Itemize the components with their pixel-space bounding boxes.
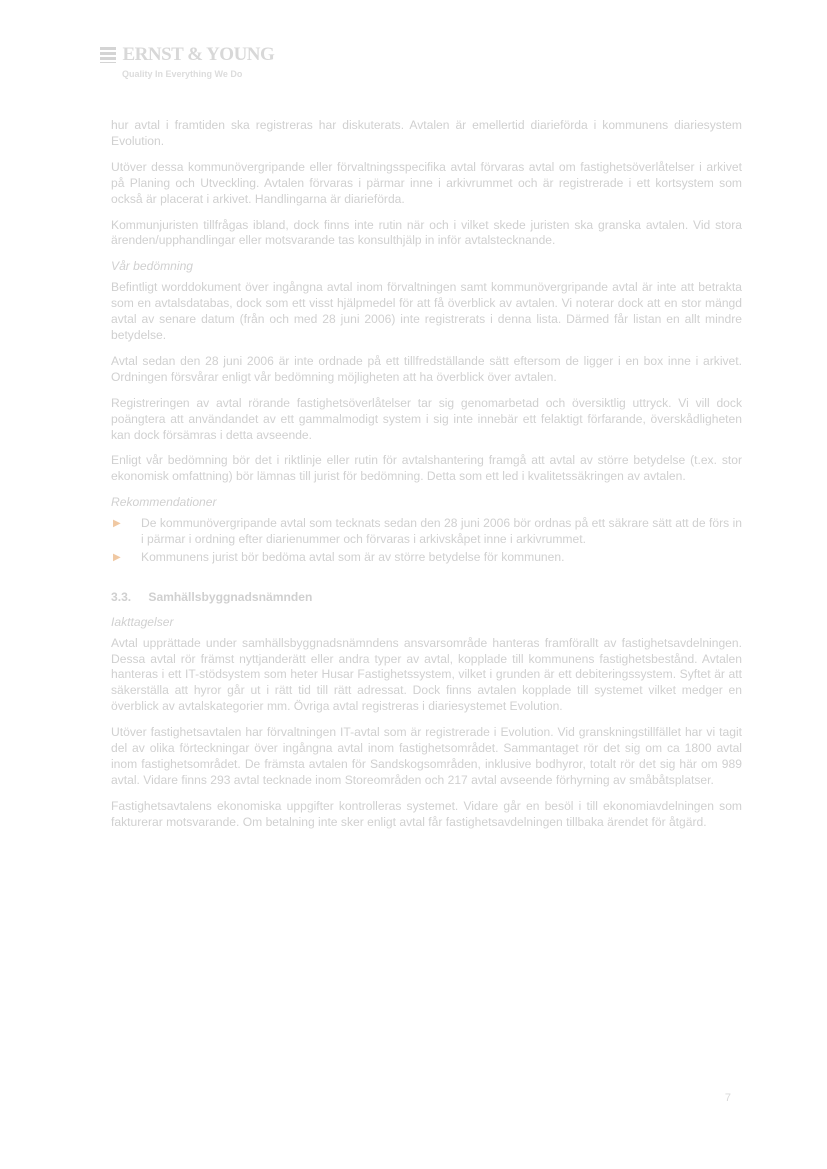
section-number: 3.3.: [111, 589, 132, 604]
triangle-bullet-icon: ▶: [113, 518, 121, 530]
paragraph: Enligt vår bedömning bör det i riktlinje eller rutin för avtalshantering framgå att avtal av större betydelse (t.ex. stor ekonomisk omfattning) bör lämnas till jurist för bedömning. Detta som ett led i kvalitetssäkringen av avtalen.: [111, 453, 742, 484]
paragraph: Utöver dessa kommunövergripande eller förvaltningsspecifika avtal förvaras avtal om fastighetsöverlåtelser i arkivet på Planing och Utveckling. Avtalen förvaras i pärmar inne i arkivrummet och är registrerade i ett kortsystem som också är placerat i arkivet. Handlingarna är diarieförda.: [111, 159, 742, 206]
company-logo: [100, 44, 275, 79]
paragraph: Befintligt worddokument över ingångna avtal inom förvaltningen samt kommunövergripande avtal är inte att betrakta som en avtalsdatabas, dock som ett visst hjälpmedel för att få överblick av avtalen. Vi noterar dock att en stor mängd avtal av senare datum (från och med 28 juni 2006) inte registrerats i denna lista. Därmed får listan en allt mindre betydelse.: [111, 280, 742, 342]
logo-mark-icon: [100, 47, 116, 63]
document-body: [111, 118, 742, 841]
logo-name: ERNST & YOUNG: [122, 44, 275, 65]
assessment-heading: Vår bedömning: [111, 259, 194, 274]
facts-heading: Iakttagelser: [111, 614, 174, 629]
paragraph: Kommunjuristen tillfrågas ibland, dock finns inte rutin när och i vilket skede juristen ska granska avtalen. Vid stora ärenden/upphandlingar eller motsvarande tas konsulthjälp in inför avtalstecknande.: [111, 217, 742, 248]
paragraph: Avtal upprättade under samhällsbyggnadsnämndens ansvarsområde hanteras framförallt av fastighetsavdelningen. Dessa avtal rör främst nyttjanderätt eller andra typer av avtal, kopplade till kommunens fastighetsbestånd. Avtalen hanteras i ett IT-stödsystem som heter Husar Fastighetssystem, vilket i grunden är ett debiteringssystem. Syftet är att säkerställa att hyror går ut i rätt tid till rätt adressat. Dock finns avtalen kopplade till systemet vilket medger en överblick av avtalskategorier mm. Övriga avtal registreras i diariesystemet Evolution.: [111, 635, 742, 714]
paragraph: Utöver fastighetsavtalen har förvaltningen IT-avtal som är registrerade i Evolution. Vid granskningstillfället har vi tagit del av olika förteckningar över ingångna avtal inom fastighetsområdet. Sammantaget rör det sig om ca 1800 avtal inom fastighetsområdet. De främsta avtalen för Sandskogsområden, inklusive bodhyror, totalt rör det sig här om 989 avtal. Vidare finns 293 avtal tecknade inom Storeområden och 217 avtal avseende förhyrning av småbåtsplatser.: [111, 725, 742, 787]
paragraph: Avtal sedan den 28 juni 2006 är inte ordnade på ett tillfredställande sätt eftersom de ligger i en box inne i arkivet. Ordningen försvårar enligt vår bedömning möjligheten att ha överblick över avtalen.: [111, 353, 742, 384]
triangle-bullet-icon: ▶: [113, 551, 121, 563]
list-item-text: Kommunens jurist bör bedöma avtal som är av större betydelse för kommunen.: [141, 549, 565, 564]
list-item-text: De kommunövergripande avtal som tecknats sedan den 28 juni 2006 bör ordnas på ett säkrare sätt att de förs in i pärmar i ordning efter diarienummer och förvaras i arkivskåpet inne i arkivrummet.: [141, 516, 742, 547]
recommendations-heading: Rekommendationer: [111, 495, 217, 510]
list-item: [111, 550, 742, 566]
section-heading: [111, 590, 742, 606]
page-number: 7: [724, 1092, 731, 1104]
section-title: Samhällsbyggnadsnämnden: [148, 589, 313, 604]
logo-tagline: Quality In Everything We Do: [122, 69, 243, 79]
recommendations-list: [111, 516, 742, 566]
paragraph: Fastighetsavtalens ekonomiska uppgifter kontrolleras systemet. Vidare går en besöl i till ekonomiavdelningen som fakturerar motsvarande. Om betalning inte sker enligt avtal får fastighetsavdelningen tillbaka ärendet för åtgärd.: [111, 798, 742, 829]
paragraph: Registreringen av avtal rörande fastighetsöverlåtelser tar sig genomarbetad och översiktlig uttryck. Vi vill dock poängtera att användandet av ett gammalmodigt system i sig inte innebär ett felaktigt förfarande, överskådligheten kan dock försämras i detta avseende.: [111, 395, 742, 442]
list-item: [111, 516, 742, 548]
paragraph: hur avtal i framtiden ska registreras har diskuterats. Avtalen är emellertid diarieförda i kommunens diariesystem Evolution.: [111, 118, 742, 148]
